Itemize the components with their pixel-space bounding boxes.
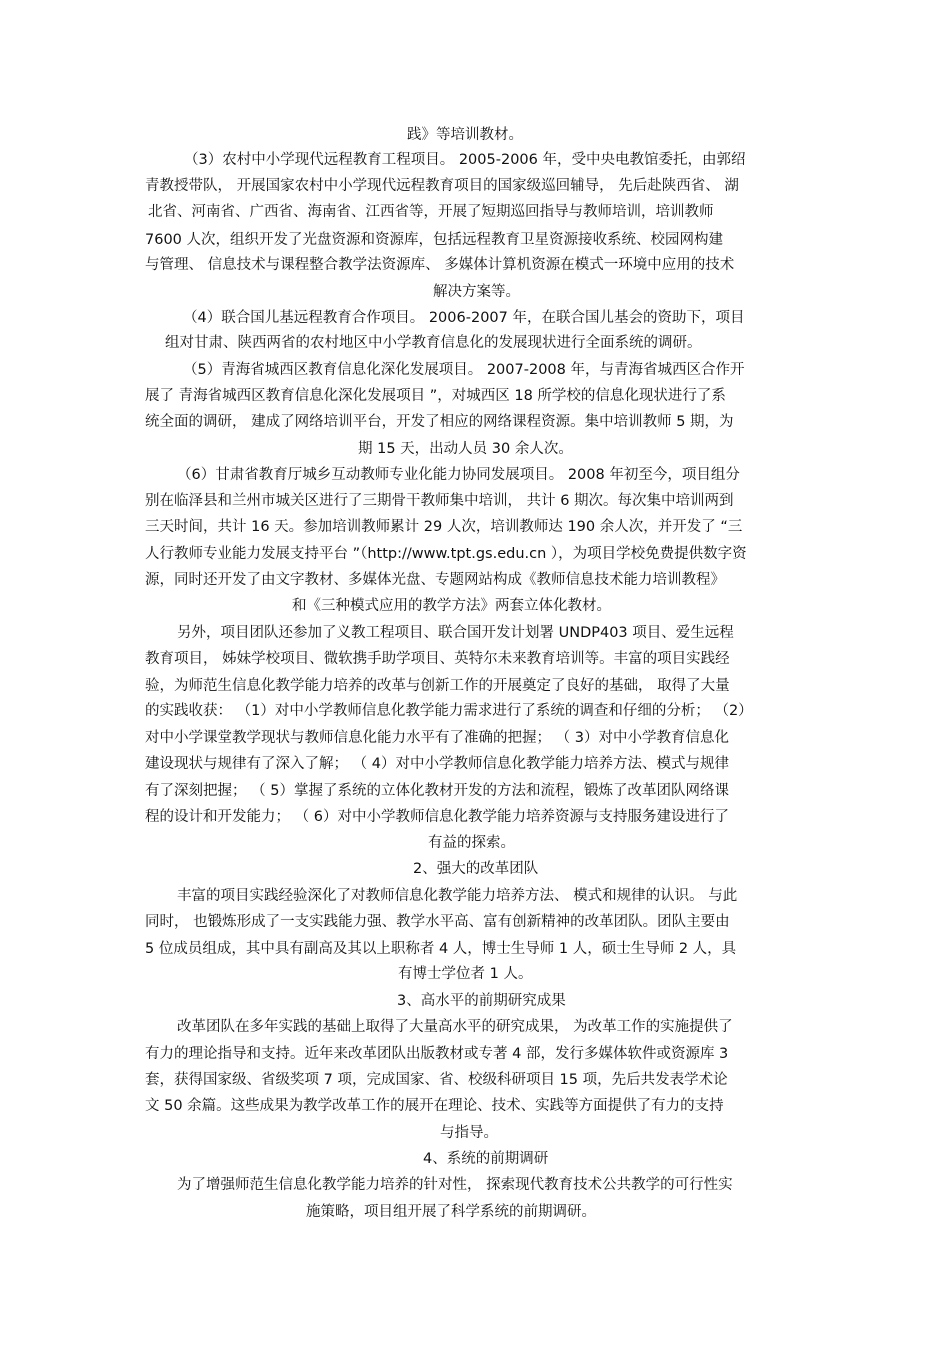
text-line: 改革团队在多年实践的基础上取得了大量高水平的研究成果， 为改革工作的实施提供了 <box>177 1019 733 1035</box>
text-line: 与指导。 <box>440 1125 498 1141</box>
text-line: 5 位成员组成，其中具有副高及其以上职称者 4 人，博士生导师 1 人，硕士生导师 2 人，具 <box>145 941 737 957</box>
text-line: 为了增强师范生信息化教学能力培养的针对性， 探索现代教育技术公共教学的可行性实 <box>177 1177 733 1193</box>
section-heading: 2、强大的改革团队 <box>413 861 539 877</box>
text-line: 另外，项目团队还参加了义教工程项目、联合国开发计划署 UNDP403 项目、爱生远程 <box>177 625 734 641</box>
text-line: 人行教师专业能力发展支持平台 ”（http://www.tpt.gs.edu.cn ），为项目学校免费提供数字资 <box>145 546 747 562</box>
text-line: 和《三种模式应用的教学方法》两套立体化教材。 <box>292 598 611 614</box>
section-heading: 4、系统的前期调研 <box>423 1151 549 1167</box>
text-line: 有益的探索。 <box>428 835 515 851</box>
text-line: 施策略，项目组开展了科学系统的前期调研。 <box>306 1204 596 1220</box>
text-line: 的实践收获： （1）对中小学教师信息化教学能力需求进行了系统的调查和仔细的分析； （2） <box>145 703 753 719</box>
text-line: （4）联合国儿基远程教育合作项目。 2006-2007 年，在联合国儿基会的资助下，项目 <box>183 310 745 326</box>
text-line: 别在临泽县和兰州市城关区进行了三期骨干教师集中培训， 共计 6 期次。每次集中培训两到 <box>145 493 734 509</box>
text-line: 青教授带队， 开展国家农村中小学现代远程教育项目的国家级巡回辅导， 先后赴陕西省、 湖 <box>145 178 739 194</box>
text-line: 对中小学课堂教学现状与教师信息化能力水平有了准确的把握； （ 3）对中小学教育信息化 <box>145 730 729 746</box>
text-line: 与管理、 信息技术与课程整合教学法资源库、 多媒体计算机资源在模式一环境中应用的技术 <box>145 257 735 273</box>
text-line: 教育项目， 姊妹学校项目、微软携手助学项目、英特尔未来教育培训等。丰富的项目实践经 <box>145 651 730 667</box>
text-line: 期 15 天，出动人员 30 余人次。 <box>358 441 573 457</box>
text-line: 北省、河南省、广西省、海南省、江西省等，开展了短期巡回指导与教师培训，培训教师 <box>148 204 714 220</box>
text-line: 有了深刻把握； （ 5）掌握了系统的立体化教材开发的方法和流程，锻炼了改革团队网络课 <box>145 783 729 799</box>
text-line: （3）农村中小学现代远程教育工程项目。 2005-2006 年，受中央电教馆委托，由郭绍 <box>184 152 746 168</box>
text-line: 有力的理论指导和支持。近年来改革团队出版教材或专著 4 部，发行多媒体软件或资源库 3 <box>145 1046 729 1062</box>
text-line: 建设现状与规律有了深入了解； （ 4）对中小学教师信息化教学能力培养方法、模式与规律 <box>145 756 729 772</box>
text-line: 程的设计和开发能力； （ 6）对中小学教师信息化教学能力培养资源与支持服务建设进行了 <box>145 809 729 825</box>
text-line: 文 50 余篇。这些成果为教学改革工作的展开在理论、技术、实践等方面提供了有力的支持 <box>145 1098 724 1114</box>
text-line: 组对甘肃、陕西两省的农村地区中小学教育信息化的发展现状进行全面系统的调研。 <box>165 335 702 351</box>
text-line: 7600 人次，组织开发了光盘资源和资源库，包括远程教育卫星资源接收系统、校园网构建 <box>145 232 724 248</box>
text-line: （6）甘肃省教育厅城乡互动教师专业化能力协同发展项目。 2008 年初至今，项目组分 <box>177 467 740 483</box>
section-heading: 3、高水平的前期研究成果 <box>397 993 566 1009</box>
text-line: （5）青海省城西区教育信息化深化发展项目。 2007-2008 年，与青海省城西区合作开 <box>183 362 745 378</box>
text-line: 践》等培训教材。 <box>407 127 523 143</box>
text-line: 源，同时还开发了由文字教材、多媒体光盘、专题网站构成《教师信息技术能力培训教程》 <box>145 572 725 588</box>
text-line: 三天时间，共计 16 天。参加培训教师累计 29 人次，培训教师达 190 余人次，并开发了 “三 <box>145 519 743 535</box>
text-line: 展了 青海省城西区教育信息化深化发展项目 ”，对城西区 18 所学校的信息化现状进行了系 <box>145 388 726 404</box>
text-line: 有博士学位者 1 人。 <box>398 966 533 982</box>
text-line: 同时， 也锻炼形成了一支实践能力强、教学水平高、富有创新精神的改革团队。团队主要由 <box>145 914 730 930</box>
text-line: 套，获得国家级、省级奖项 7 项，完成国家、省、校级科研项目 15 项，先后共发表学术论 <box>145 1072 728 1088</box>
text-line: 统全面的调研， 建成了网络培训平台，开发了相应的网络课程资源。集中培训教师 5 期，为 <box>145 414 734 430</box>
text-line: 解决方案等。 <box>433 284 520 300</box>
text-line: 验，为师范生信息化教学能力培养的改革与创新工作的开展奠定了良好的基础， 取得了大量 <box>145 678 730 694</box>
text-line: 丰富的项目实践经验深化了对教师信息化教学能力培养方法、 模式和规律的认识。 与此 <box>177 888 738 904</box>
